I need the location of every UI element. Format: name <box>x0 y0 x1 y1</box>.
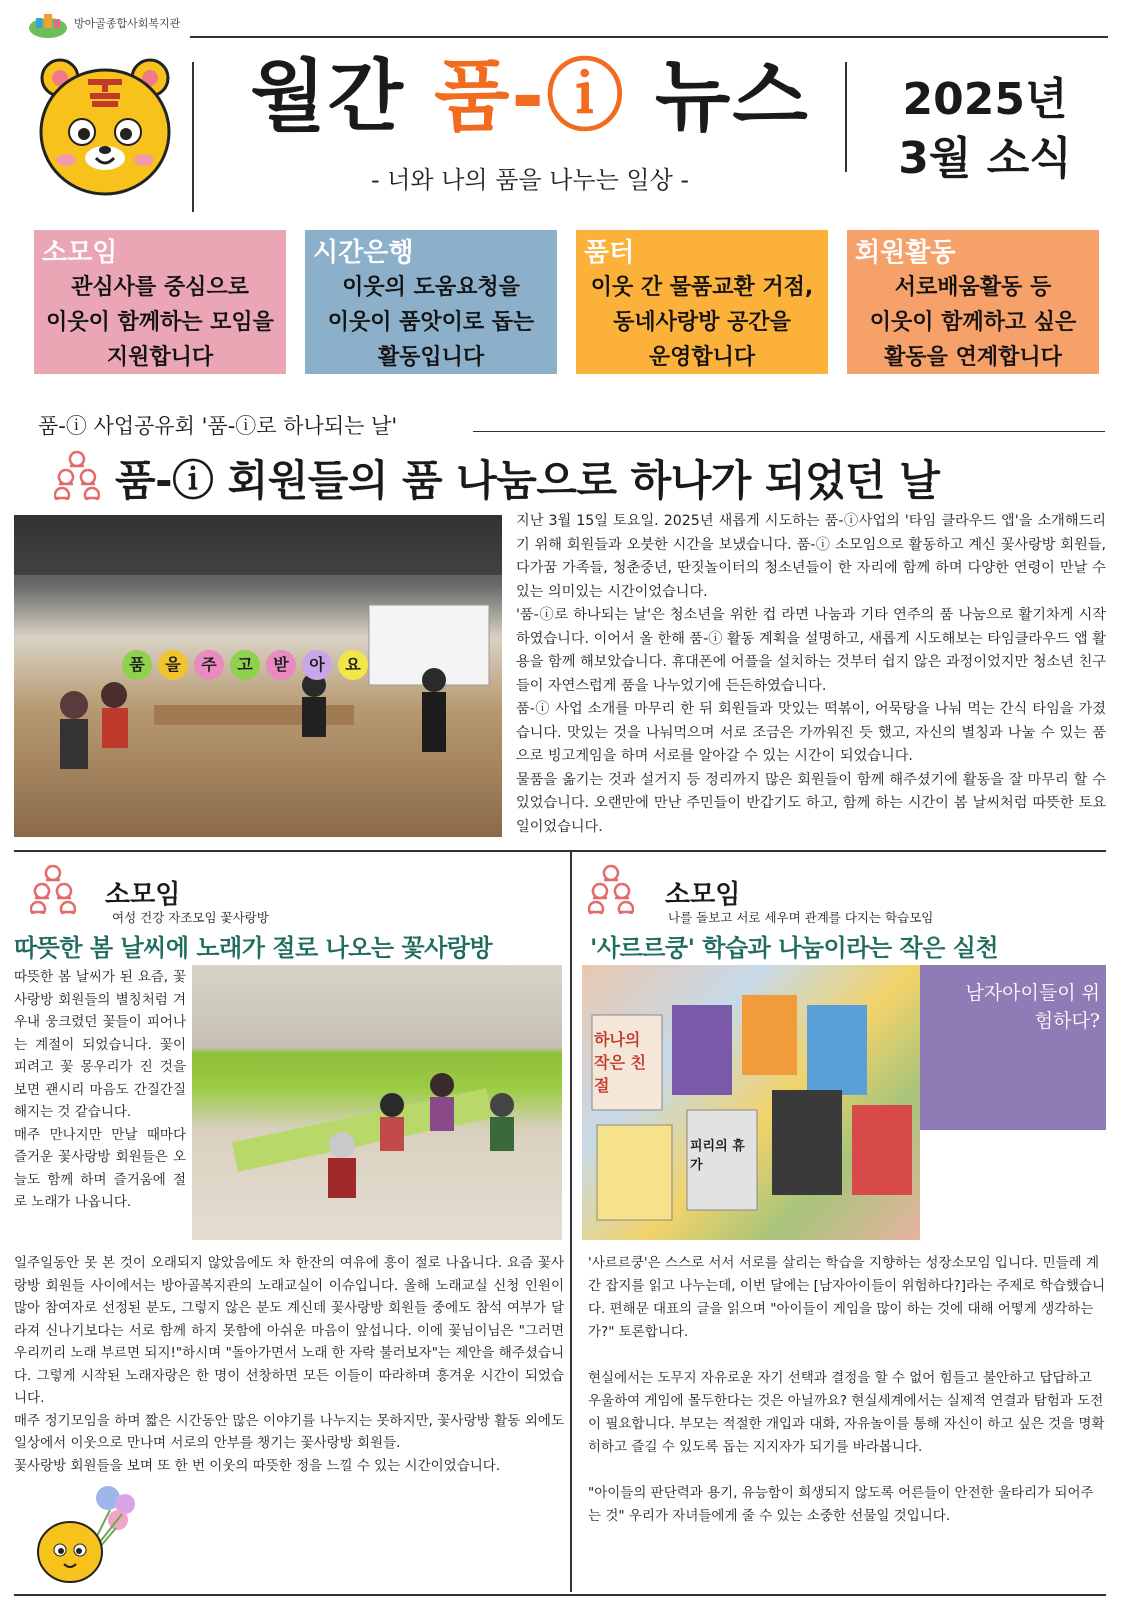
newsletter-subtitle: - 너와 나의 품을 나누는 일상 - <box>370 166 690 194</box>
left-side-text <box>14 966 186 1214</box>
issue-year: 2025년 <box>902 74 1068 125</box>
card-line: 이웃이 품앗이로 돕는 <box>327 310 535 335</box>
program-card-time-bank <box>305 230 557 374</box>
card-title: 회원활동 <box>855 238 956 268</box>
card-line: 동네사랑방 공간을 <box>613 310 791 335</box>
photo-sign: 받 <box>266 650 296 680</box>
card-title: 품터 <box>584 238 635 268</box>
community-tree-icon <box>30 862 76 914</box>
card-title: 시간은행 <box>313 238 414 268</box>
article-paragraph: 매주 만나지만 만날 때마다 즐거운 꽃사랑방 회원들은 오늘도 함께 하며 즐거움에 절로 노래가 나옵니다. <box>14 1126 186 1210</box>
article-paragraph: 품-ⓘ 사업 소개를 마무리 한 뒤 회원들과 맛있는 떡볶이, 어묵탕을 나눠 먹는 간식 타임을 가졌습니다. 맛있는 것을 나눠먹으며 서로 조금은 가까워진 듯 했고, 자신의 별칭과 나눌 수 있는 품으로 빙고게임을 하며 서로를 알아갈 수 있는 시간이 되었습니다. <box>516 701 1106 764</box>
card-line: 활동입니다 <box>377 345 485 370</box>
right-section-subtitle: 나를 돌보고 서로 세우며 관계를 다지는 학습모임 <box>668 910 934 925</box>
right-section-category: 소모임 <box>665 880 741 910</box>
card-line: 이웃이 함께하는 모임을 <box>46 310 274 335</box>
article-paragraph: 현실에서는 도무지 자유로운 자기 선택과 결정을 할 수 없어 힘들고 불안하고 답답하고 우울하여 게임에 몰두한다는 것은 아닐까요? 현실세계에서는 실제적 연결과 탐험과 도전이 필요합니다. 부모는 적절한 개입과 대화, 자유놀이를 통해 자신이 하고 싶은 것을 명확히하고 즐길 수 있도록 돕는 지지자가 되기를 바라봅니다. <box>588 1370 1105 1455</box>
card-line: 관심사를 중심으로 <box>71 275 249 300</box>
photo-sign: 주 <box>194 650 224 680</box>
featured-book-lower <box>920 1130 1106 1240</box>
article-paragraph: '사르르쿵'은 스스로 서서 서로를 살리는 학습을 지향하는 성장소모임 입니다. 민들레 계간 잡지를 읽고 나누는데, 이번 달에는 [남자아이들이 위험하다?]라는 주제로 학습했습니다. 편해문 대표의 글을 읽으며 "아이들이 게임을 많이 하는 것에 대해 어떻게 생각하는가?" 토론합니다. <box>588 1255 1106 1340</box>
right-section-headline: '사르르쿵' 학습과 나눔이라는 작은 실천 <box>590 934 999 962</box>
left-section-category: 소모임 <box>105 880 181 910</box>
photo-sign: 을 <box>158 650 188 680</box>
column-divider <box>570 852 572 1592</box>
org-name: 방아골종합사회복지관 <box>74 17 181 30</box>
section-divider <box>14 850 1106 852</box>
org-logo-icon <box>28 8 68 38</box>
photo-sign: 품 <box>122 650 152 680</box>
article-paragraph: 지난 3월 15일 토요일. 2025년 새롭게 시도하는 품-ⓘ사업의 '타임 클라우드 앱'을 소개해드리기 위해 회원들과 오붓한 시간을 보냈습니다. 품-ⓘ 소모임으로 활동하고 계신 꽃사랑방 회원들, 다가꿈 가족들, 청춘중년, 딴짓놀이터의 청소년들이 한 자리에 함께 하며 다양한 연령이 만날 수 있는 의미있는 시간이었습니다. <box>516 513 1106 600</box>
title-part2: 품-ⓘ <box>434 52 626 142</box>
book-cover-title: 피리의 휴가 <box>690 1139 745 1173</box>
article-paragraph: 물품을 옮기는 것과 설거지 등 정리까지 많은 회원들이 함께 해주셨기에 활동을 잘 마무리 할 수 있었습니다. 오랜만에 만난 주민들이 반갑기도 하고, 함께 하는 시간이 봄 날씨처럼 따뜻한 토요일이었습니다. <box>516 771 1106 835</box>
kicker-rule <box>473 431 1105 432</box>
program-card-somoim <box>34 230 286 374</box>
picture-books-photo <box>582 965 920 1240</box>
community-tree-icon <box>588 862 634 914</box>
card-line: 이웃 간 물품교환 거점, <box>590 275 814 300</box>
photo-sign: 아 <box>302 650 332 680</box>
card-body <box>305 270 557 375</box>
bottom-rule <box>14 1594 1106 1596</box>
left-article-body <box>14 1252 564 1477</box>
card-line: 이웃이 함께하고 싶은 <box>869 310 1077 335</box>
photo-sign-row <box>122 650 368 680</box>
community-tree-icon <box>54 448 100 500</box>
photo-sign: 고 <box>230 650 260 680</box>
tiger-mascot <box>30 50 180 200</box>
newsletter-title <box>225 52 835 142</box>
tiger-flower-illustration <box>30 1480 150 1590</box>
card-body <box>847 270 1099 375</box>
article-paragraph: "아이들의 판단력과 용기, 유능함이 희생되지 않도록 어른들이 안전한 울타리가 되어주는 것" 우리가 자녀들에게 줄 수 있는 소중한 선물일 것입니다. <box>588 1485 1094 1524</box>
left-section-subtitle: 여성 건강 자조모임 꽃사랑방 <box>112 910 269 925</box>
card-line: 지원합니다 <box>106 345 214 370</box>
article-paragraph: 일주일동안 못 본 것이 오래되지 않았음에도 차 한잔의 여유에 흥이 절로 나옵니다. 요즘 꽃사랑방 회원들 사이에서는 방아골복지관의 노래교실이 이슈입니다. 올해 노래교실 신청 인원이 많아 참여자로 선정된 분도, 그렇지 않은 분도 계신데 꽃사랑방 회원들 중에도 참석 여부가 달라져 신나기보다는 서로 함께 하지 못함에 아쉬운 마음이 앞섭니다. 이에 꽃님이님은 "그러면 우리끼리 노래 부르면 되지!"하시며 "돌아가면서 노래 한 자락 불러보자"는 제안을 해주셨습니다. 그렇게 시작된 노래자랑은 한 명이 선창하면 모든 이들이 따라하며 흥겨운 시간이 되었습니다. <box>14 1255 564 1406</box>
article-headline: 품-ⓘ 회원들의 품 나눔으로 하나가 되었던 날 <box>115 456 940 505</box>
featured-book-cover <box>920 965 1106 1240</box>
event-photo <box>14 515 502 837</box>
flower-group-photo <box>192 965 562 1240</box>
book-cover-title: 하나의 작은 친절 <box>594 1030 646 1095</box>
article-paragraph: 매주 정기모임을 하며 짧은 시간동안 많은 이야기를 나누지는 못하지만, 꽃사랑방 활동 외에도 일상에서 이웃으로 만나며 서로의 안부를 챙기는 꽃사랑방 회원들. <box>14 1412 564 1451</box>
card-title: 소모임 <box>42 238 118 268</box>
article-paragraph: 꽃사랑방 회원들을 보며 또 한 번 이웃의 따뜻한 정을 느낄 수 있는 시간이었습니다. <box>14 1457 501 1474</box>
top-rule <box>190 36 1108 38</box>
main-article-body <box>516 510 1106 839</box>
title-part3: 뉴스 <box>655 52 810 142</box>
card-body <box>576 270 828 375</box>
right-article-body <box>588 1252 1106 1528</box>
card-line: 서로배움활동 등 <box>894 275 1052 300</box>
program-card-pumteo <box>576 230 828 374</box>
photo-sign: 요 <box>338 650 368 680</box>
org-logo <box>28 8 180 38</box>
issue-date <box>870 70 1100 189</box>
left-section-headline: 따뜻한 봄 날씨에 노래가 절로 나오는 꽃사랑방 <box>14 934 493 962</box>
article-kicker: 품-ⓘ 사업공유회 '품-ⓘ로 하나되는 날' <box>38 414 398 438</box>
card-line: 이웃의 도움요청을 <box>342 275 520 300</box>
title-part1: 월간 <box>250 52 405 142</box>
issue-month: 3월 소식 <box>898 133 1072 185</box>
card-line: 운영합니다 <box>648 345 756 370</box>
program-card-member-activity <box>847 230 1099 374</box>
article-paragraph: '품-ⓘ로 하나되는 날'은 청소년을 위한 컵 라면 나눔과 기타 연주의 품 나눔으로 활기차게 시작하였습니다. 이어서 올 한해 품-ⓘ 활동 계획을 설명하고, 새롭게 시도해보는 타임클라우드 앱 활용을 함께 해보았습니다. 휴대폰에 어플을 설치하는 것부터 쉽지 않은 과정이었지만 청소년 친구들이 자연스럽게 품을 나누었기에 든든하였습니다. <box>516 607 1106 694</box>
card-line: 활동을 연계합니다 <box>884 345 1062 370</box>
card-body <box>34 270 286 375</box>
masthead-divider-left <box>192 62 194 212</box>
featured-book-title: 남자아이들이 위험하다? <box>965 982 1100 1032</box>
article-paragraph: 따뜻한 봄 날씨가 된 요즘, 꽃사랑방 회원들의 별칭처럼 겨우내 웅크렸던 꽃들이 피어나는 계절이 되었습니다. 꽃이 피려고 꽃 몽우리가 진 것을 보면 괜시리 마음도 간질간질해지는 것 같습니다. <box>14 969 186 1120</box>
masthead-divider-right <box>845 62 847 172</box>
